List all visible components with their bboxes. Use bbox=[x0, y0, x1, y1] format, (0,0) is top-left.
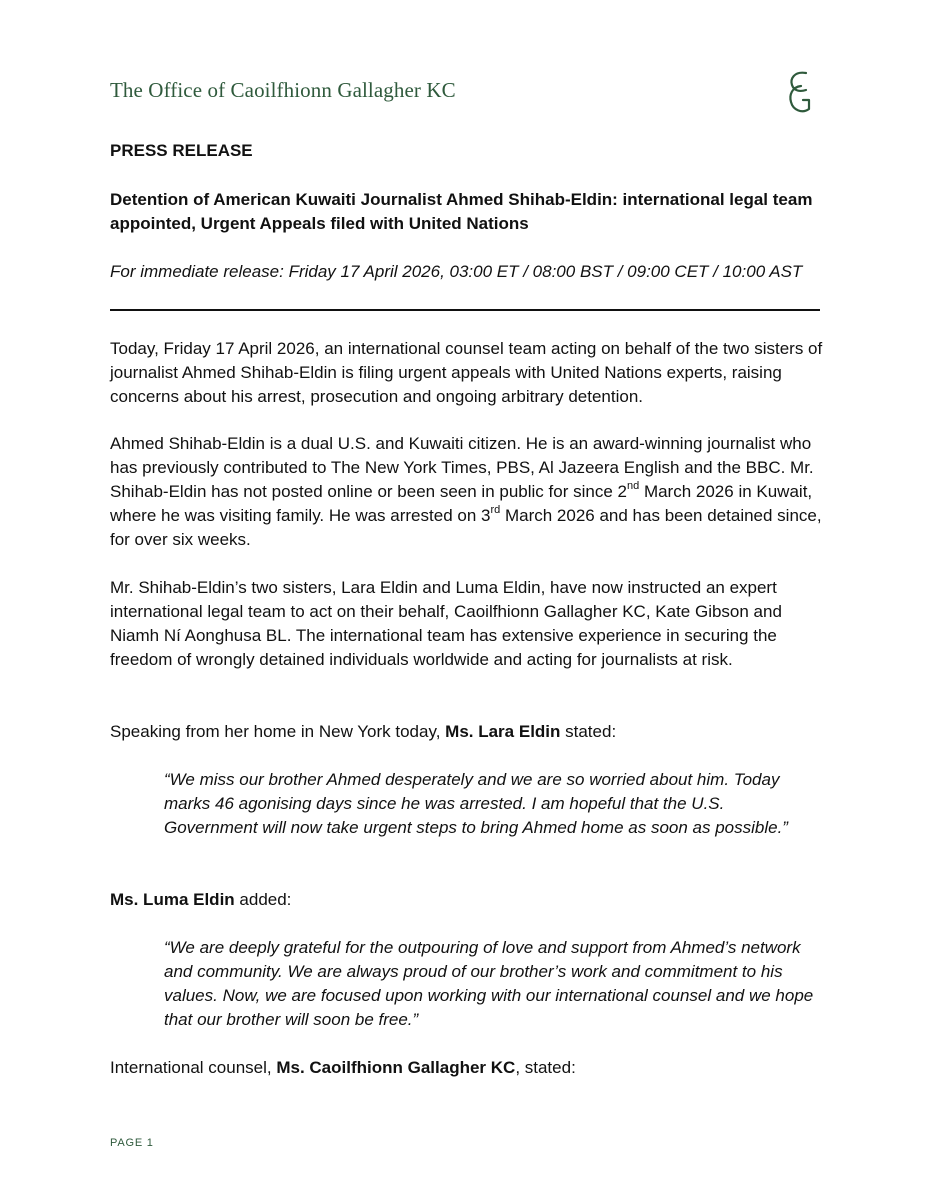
quote-luma: “We are deeply grateful for the outpouring of love and support from Ahmed’s network and community. We are always proud of our brother’s work and commitment to his values. Now, we are focused upon working with our international counsel and we hope that our brother will soon be free.” bbox=[164, 938, 814, 1029]
headline: Detention of American Kuwaiti Journalist Ahmed Shihab-Eldin: international legal team appointed, Urgent Appeals filed with United Nations bbox=[110, 190, 813, 233]
page-number: PAGE 1 bbox=[110, 1137, 154, 1149]
paragraph-lara-intro: Speaking from her home in New York today, Ms. Lara Eldin stated: bbox=[110, 722, 617, 741]
paragraph-intro: Today, Friday 17 April 2026, an international counsel team acting on behalf of the two sisters of journalist Ahmed Shihab-Eldin is filing urgent appeals with United Nations experts, raising concerns about his arrest, prosecution and ongoing arbitrary detention. bbox=[110, 339, 823, 406]
paragraph-background: Ahmed Shihab-Eldin is a dual U.S. and Kuwaiti citizen. He is an award-winning journalist who has previously contributed to The New York Times, PBS, Al Jazeera English and the BBC. Mr. Shihab-Eldin has not posted online or been seen in public for since 2nd March 2026 in Kuwait, where he was visiting family. He was arrested on 3rd March 2026 and has been detained since, for over six weeks. bbox=[110, 434, 822, 549]
paragraph-counsel-intro: International counsel, Ms. Caoilfhionn Gallagher KC, stated: bbox=[110, 1058, 576, 1077]
paragraph-legal-team: Mr. Shihab-Eldin’s two sisters, Lara Eldin and Luma Eldin, have now instructed an expert international legal team to act on their behalf, Caoilfhionn Gallagher KC, Kate Gibson and Niamh Ní Aonghusa BL. The international team has extensive experience in securing the freedom of wrongly detained individuals worldwide and acting for journalists at risk. bbox=[110, 578, 782, 669]
office-name: The Office of Caoilfhionn Gallagher KC bbox=[110, 78, 456, 102]
paragraph-luma-intro: Ms. Luma Eldin added: bbox=[110, 890, 292, 909]
divider bbox=[110, 309, 820, 311]
press-release-label: PRESS RELEASE bbox=[110, 141, 253, 160]
cg-monogram-icon bbox=[786, 69, 816, 115]
release-info: For immediate release: Friday 17 April 2026, 03:00 ET / 08:00 BST / 09:00 CET / 10:00 AST bbox=[110, 262, 803, 281]
quote-lara: “We miss our brother Ahmed desperately and we are so worried about him. Today marks 46 agonising days since he was arrested. I am hopeful that the U.S. Government will now take urgent steps to bring Ahmed home as soon as possible.” bbox=[164, 770, 788, 837]
